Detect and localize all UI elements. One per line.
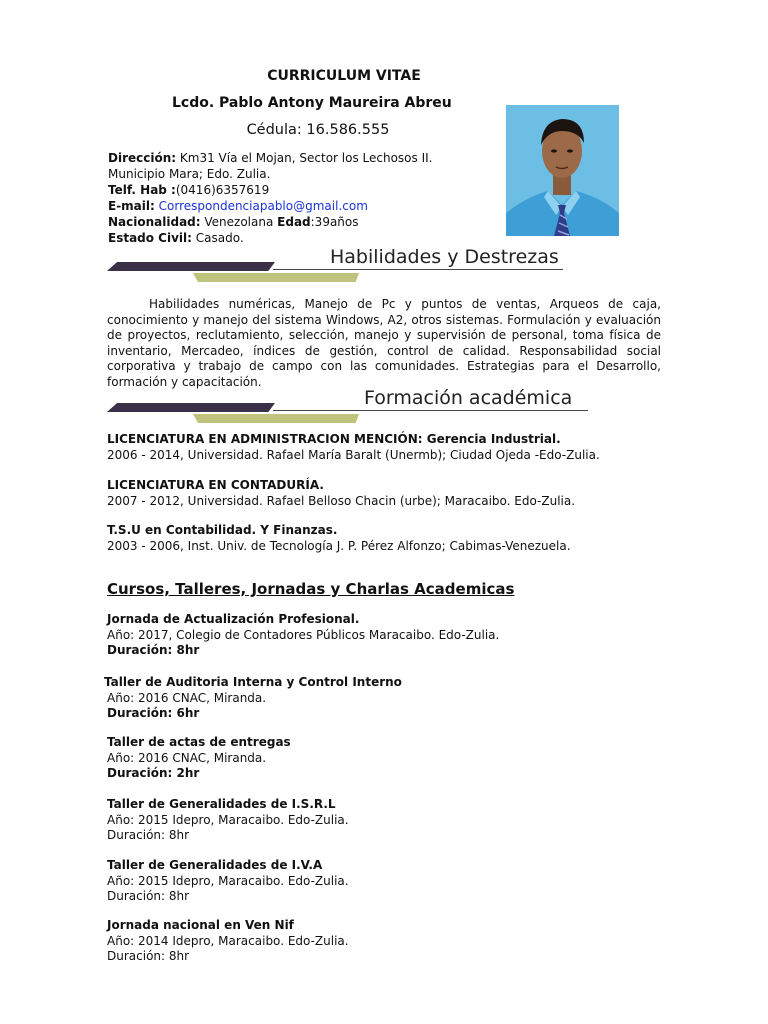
education-section-title: Formación académica bbox=[364, 387, 573, 409]
course-heading: Taller de Generalidades de I.S.R.L bbox=[107, 797, 336, 811]
skills-text: Habilidades numéricas, Manejo de Pc y puntos de ventas, Arqueos de caja, conocimiento y manejo del sistema Windows, A2, otros sistemas. Formulación y evaluación de proyectos, reclutamiento, selección, manejo y supervisión de personal, toma física de inventario, Mercadeo, índices de gestión, control de calidad. Responsabilidad social corporativa y trabajo de campo con las comunidades. Estrategias para el Desarrollo, formación y capacitación. bbox=[107, 297, 661, 389]
address-label: Dirección: bbox=[108, 151, 177, 165]
education-bar-dark bbox=[107, 403, 275, 412]
marital-status-label: Estado Civil: bbox=[108, 231, 192, 245]
course-duration: Duración: 8hr bbox=[107, 828, 190, 842]
email-label: E-mail: bbox=[108, 199, 155, 213]
course-duration: Duración: 2hr bbox=[107, 766, 200, 780]
course-year: Año: 2014 Idepro, Maracaibo. Edo-Zulia. bbox=[107, 933, 349, 948]
course-year: Año: 2016 CNAC, Miranda. bbox=[107, 690, 267, 705]
age-value: :39años bbox=[310, 215, 359, 229]
course-item bbox=[107, 918, 349, 965]
course-year: Año: 2015 Idepro, Maracaibo. Edo-Zulia. bbox=[107, 873, 349, 888]
education-item bbox=[107, 478, 575, 509]
email-link[interactable]: Correspondenciapablo@gmail.com bbox=[158, 199, 368, 213]
skills-section-title: Habilidades y Destrezas bbox=[330, 246, 559, 268]
phone-value: (0416)6357619 bbox=[175, 183, 270, 197]
contact-info bbox=[108, 150, 432, 246]
course-duration: Duración: 8hr bbox=[107, 643, 200, 657]
education-detail: 2006 - 2014, Universidad. Rafael María Baralt (Unermb); Ciudad Ojeda -Edo-Zulia. bbox=[107, 447, 600, 462]
course-heading: Taller de Auditoria Interna y Control Interno bbox=[104, 675, 402, 689]
nationality-line bbox=[108, 214, 432, 230]
education-detail: 2007 - 2012, Universidad. Rafael Belloso Chacin (urbe); Maracaibo. Edo-Zulia. bbox=[107, 493, 576, 508]
marital-status-line bbox=[108, 230, 432, 246]
skills-bar-dark bbox=[107, 262, 275, 271]
person-name: Lcdo. Pablo Antony Maureira Abreu bbox=[172, 95, 452, 111]
course-duration: Duración: 6hr bbox=[107, 706, 200, 720]
education-heading: LICENCIATURA EN CONTADURÍA. bbox=[107, 478, 324, 492]
email-line bbox=[108, 198, 432, 214]
age-label: Edad bbox=[277, 215, 311, 229]
cv-title: CURRICULUM VITAE bbox=[267, 68, 421, 84]
course-heading: Jornada nacional en Ven Nif bbox=[107, 918, 294, 932]
education-item bbox=[107, 523, 571, 554]
course-year: Año: 2015 Idepro, Maracaibo. Edo-Zulia. bbox=[107, 812, 349, 827]
education-rule bbox=[273, 410, 588, 411]
course-item bbox=[107, 858, 349, 905]
phone-label: Telf. Hab : bbox=[108, 183, 176, 197]
skills-rule bbox=[273, 269, 563, 270]
nationality-label: Nacionalidad: bbox=[108, 215, 201, 229]
course-duration: Duración: 8hr bbox=[107, 949, 190, 963]
address-value: Km31 Vía el Mojan, Sector los Lechosos II. bbox=[179, 151, 433, 165]
education-item bbox=[107, 432, 600, 463]
nationality-value: Venezolana bbox=[204, 215, 274, 229]
marital-status-value: Casado. bbox=[195, 231, 244, 245]
course-year: Año: 2017, Colegio de Contadores Públicos Maracaibo. Edo-Zulia. bbox=[107, 627, 500, 642]
course-duration: Duración: 8hr bbox=[107, 889, 190, 903]
phone-line bbox=[108, 182, 432, 198]
cedula: Cédula: 16.586.555 bbox=[246, 122, 390, 138]
course-heading: Taller de actas de entregas bbox=[107, 735, 291, 749]
course-year: Año: 2016 CNAC, Miranda. bbox=[107, 750, 267, 765]
address-line-2: Municipio Mara; Edo. Zulia. bbox=[108, 167, 271, 181]
education-heading: T.S.U en Contabilidad. Y Finanzas. bbox=[107, 523, 338, 537]
skills-bar-olive bbox=[193, 273, 359, 282]
course-heading: Jornada de Actualización Profesional. bbox=[107, 612, 360, 626]
course-item bbox=[107, 797, 349, 844]
course-item bbox=[104, 675, 402, 722]
education-detail: 2003 - 2006, Inst. Univ. de Tecnología J. P. Pérez Alfonzo; Cabimas-Venezuela. bbox=[107, 538, 571, 553]
course-item bbox=[107, 735, 291, 782]
education-bar-olive bbox=[193, 414, 359, 423]
course-item bbox=[107, 612, 499, 659]
courses-section-title: Cursos, Talleres, Jornadas y Charlas Academicas bbox=[107, 580, 515, 598]
course-heading: Taller de Generalidades de I.V.A bbox=[107, 858, 323, 872]
education-heading: LICENCIATURA EN ADMINISTRACION MENCIÓN: Gerencia Industrial. bbox=[107, 432, 561, 446]
address-line bbox=[108, 150, 432, 166]
profile-photo bbox=[506, 105, 619, 236]
